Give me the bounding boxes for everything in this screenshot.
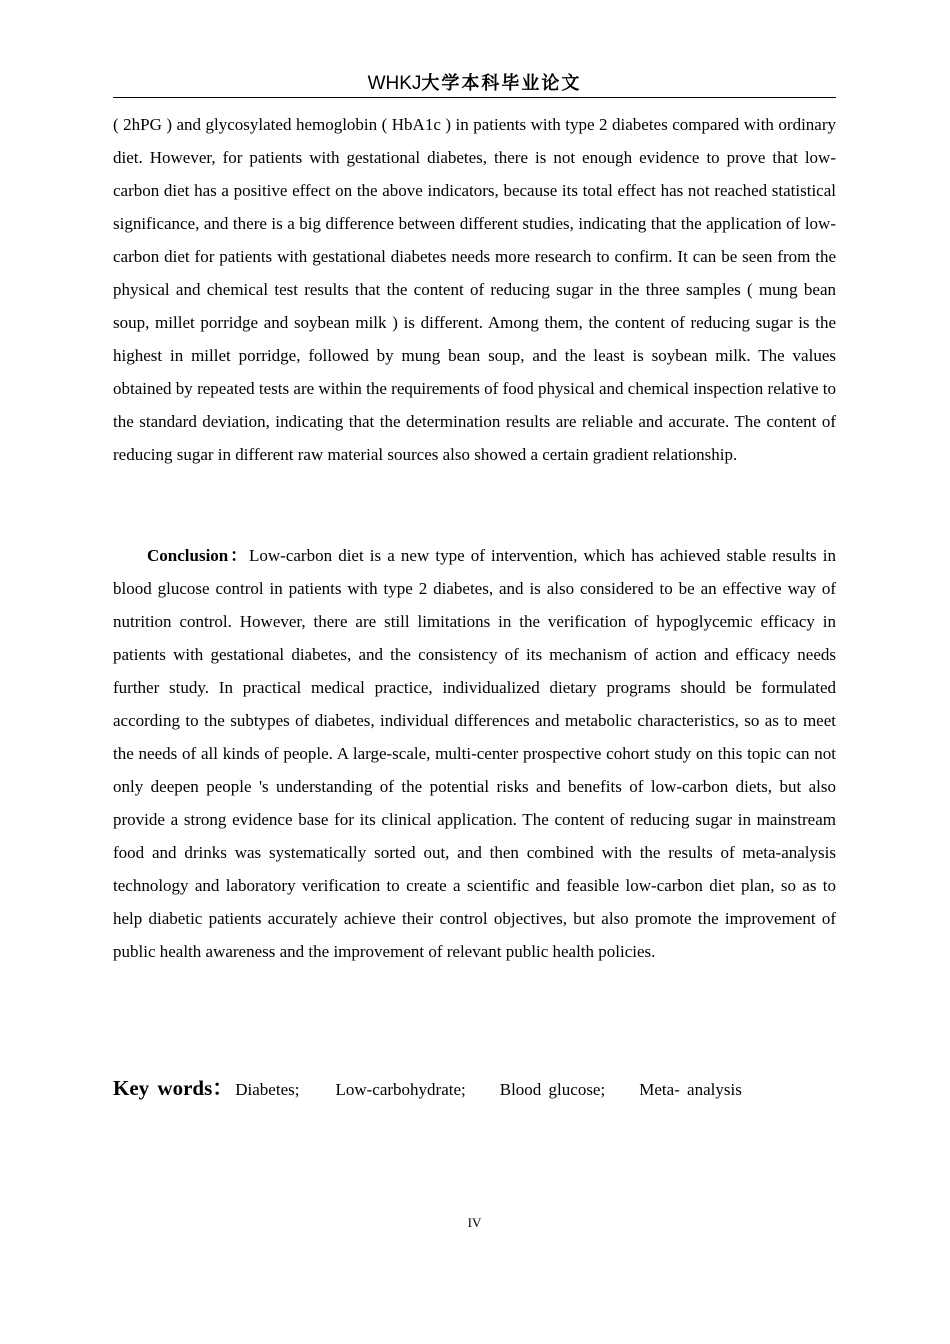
keyword-item: Low-carbohydrate; [335, 1080, 466, 1099]
keywords-label: Key words： [113, 1076, 234, 1100]
conclusion-label: Conclusion： [147, 546, 249, 565]
header-title-latin: WHKJ [367, 73, 422, 94]
page-number: IV [467, 1215, 482, 1230]
header-title-cjk: 大学本科毕业论文 [421, 73, 582, 94]
keyword-item: Blood glucose; [499, 1080, 606, 1099]
keyword-item: Meta- analysis [639, 1080, 742, 1099]
header-rule [113, 97, 836, 98]
conclusion-text: Low-carbon diet is a new type of intervention, which has achieved stable results in blood glucose control in patients with type 2 diabetes, and is also considered to be an effective way of nutrition control. However, there are still limitations in the verification of hypoglycemic efficacy in patients with gestational diabetes, and the consistency of its mechanism of action and efficacy needs further study. In practical medical practice, individualized dietary programs should be formulated according to the subtypes of diabetes, individual differences and metabolic characteristics, so as to meet the needs of all kinds of people. A large-scale, multi-center prospective cohort study on this topic can not only deepen people 's understanding of the potential risks and benefits of low-carbon diets, but also provide a strong evidence base for its clinical application. The content of reducing sugar in mainstream food and drinks was systematically sorted out, and then combined with the results of meta-analysis technology and laboratory verification to create a scientific and feasible low-carbon diet plan, so as to help diabetic patients accurately achieve their control objectives, but also promote the improvement of public health awareness and the improvement of relevant public health policies. [113, 546, 837, 961]
abstract-paragraph: ( 2hPG ) and glycosylated hemoglobin ( HbA1c ) in patients with type 2 diabetes compared with ordinary diet. However, for patients with gestational diabetes, there is not enough evidence to prove that low-carbon diet has a positive effect on the above indicators, because its total effect has not reached statistical significance, and there is a big difference between different studies, indicating that the application of low-carbon diet for patients with gestational diabetes needs more research to confirm. It can be seen from the physical and chemical test results that the content of reducing sugar in the three samples ( mung bean soup, millet porridge and soybean milk ) is different. Among them, the content of reducing sugar is the highest in millet porridge, followed by mung bean soup, and the least is soybean milk. The values obtained by repeated tests are within the requirements of food physical and chemical inspection relative to the standard deviation, indicating that the determination results are reliable and accurate. The content of reducing sugar in different raw material sources also showed a certain gradient relationship. [113, 115, 836, 464]
conclusion-paragraph [113, 539, 836, 968]
keyword-item: Diabetes; [235, 1080, 300, 1099]
page-header [113, 70, 836, 97]
keywords-line [113, 1072, 836, 1105]
